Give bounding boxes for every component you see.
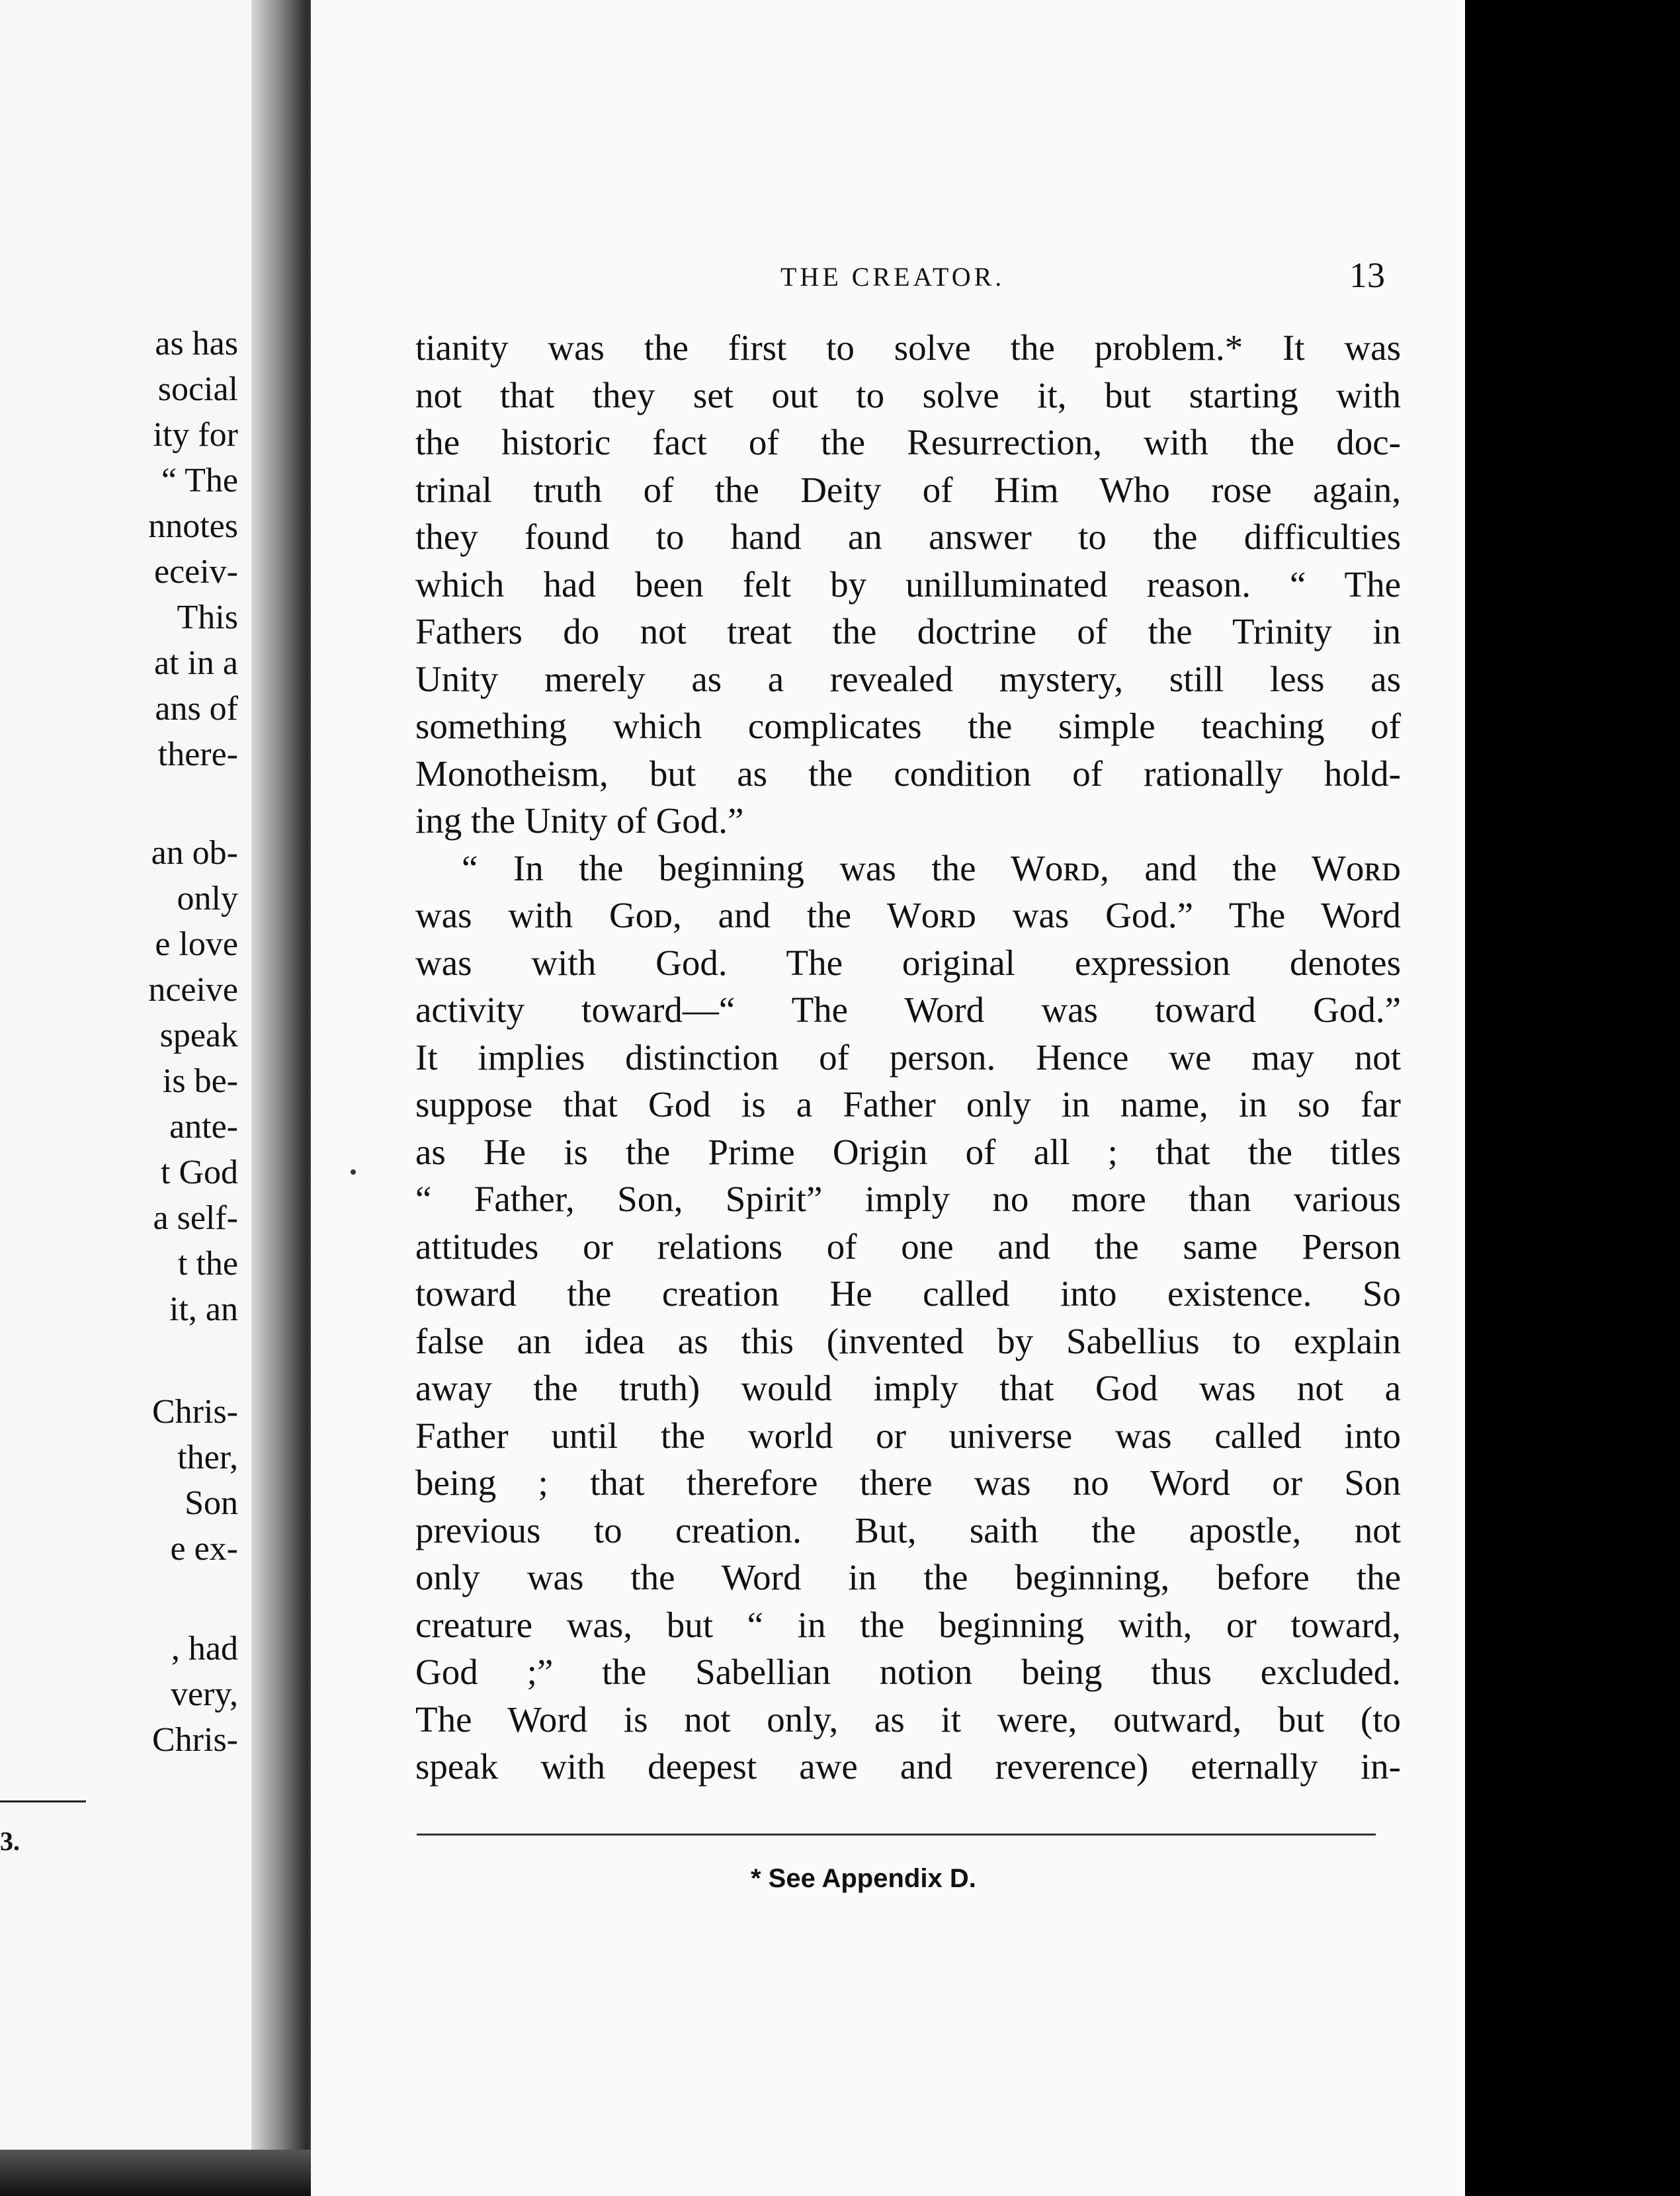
text-line: was with God. The original expression denotes [415, 942, 1401, 983]
left-page-line: Son [185, 1484, 238, 1522]
footnote-rule [417, 1834, 1376, 1836]
text-line: toward the creation He called into existence. So [415, 1273, 1401, 1314]
left-page-line: eceiv- [153, 553, 238, 591]
text-line: as He is the Prime Origin of all ; that the titles [415, 1131, 1401, 1172]
text-line: suppose that God is a Father only in name, in so far [415, 1084, 1401, 1124]
left-page-footnote: 3. [0, 1826, 20, 1856]
left-page-line: t the [178, 1245, 238, 1283]
left-page-footnote-rule [0, 1800, 86, 1802]
facing-page-fragment [0, 0, 251, 2150]
text-line: Fathers do not treat the doctrine of the Trinity in [415, 611, 1401, 652]
left-page-line: e love [155, 925, 238, 963]
left-page-line: , had [171, 1630, 238, 1668]
left-page-line: is be- [162, 1062, 238, 1100]
text-line: not that they set out to solve it, but starting with [415, 374, 1401, 415]
left-page-line: social [157, 370, 238, 408]
page-number: 13 [1349, 255, 1385, 295]
text-line: previous to creation. But, saith the apostle, not [415, 1509, 1401, 1550]
left-page-line: at in a [153, 644, 238, 682]
text-line: It implies distinction of person. Hence we may not [415, 1036, 1401, 1077]
left-page-line: “ The [161, 462, 238, 499]
text-line: Unity merely as a revealed mystery, still less as [415, 658, 1401, 699]
left-page-line: it, an [169, 1290, 238, 1328]
text-line: they found to hand an answer to the difficulties [415, 517, 1401, 557]
left-page-line: nnotes [148, 507, 238, 545]
left-page-line: Chris- [152, 1721, 238, 1759]
book-edge-shadow [0, 2150, 331, 2196]
text-line: tianity was the first to solve the problem.* It was [415, 327, 1401, 368]
text-line: God ;” the Sabellian notion being thus excluded. [415, 1652, 1401, 1692]
left-page-line: nceive [148, 971, 238, 1009]
left-page-line: as has [155, 325, 238, 362]
text-line: being ; that therefore there was no Word or Son [415, 1462, 1401, 1503]
left-page-line: ther, [177, 1439, 238, 1476]
text-line: only was the Word in the beginning, before the [415, 1557, 1401, 1597]
left-page-line: Chris- [152, 1393, 238, 1431]
left-page-line: ante- [169, 1108, 238, 1146]
text-line: ing the Unity of God.” [415, 800, 744, 841]
scan-background [1465, 0, 1680, 2196]
text-line: was with Gᴏᴅ, and the Wᴏʀᴅ was God.” The Word [415, 895, 1401, 935]
body-text [415, 324, 1401, 1791]
text-line: speak with deepest awe and reverence) eternally in- [415, 1746, 1401, 1787]
left-page-line: speak [159, 1017, 238, 1054]
print-speck [351, 1169, 356, 1175]
text-line: “ In the beginning was the Wᴏʀᴅ, and the Wᴏʀᴅ [462, 847, 1401, 888]
left-page-line: only [177, 880, 238, 917]
left-page-line: This [177, 599, 238, 636]
left-page-line: an ob- [151, 834, 238, 872]
left-page-line: t God [161, 1154, 238, 1191]
text-line: The Word is not only, as it were, outward, but (to [415, 1699, 1401, 1740]
left-page-line: e ex- [170, 1530, 238, 1568]
running-head: THE CREATOR. [780, 262, 1005, 292]
text-line: Monotheism, but as the condition of rationally hold- [415, 753, 1401, 794]
left-page-line: very, [170, 1675, 238, 1713]
text-line: activity toward—“ The Word was toward God.” [415, 990, 1401, 1030]
text-line: “ Father, Son, Spirit” imply no more than various [415, 1179, 1401, 1219]
left-page-line: there- [157, 736, 238, 773]
text-line: creature was, but “ in the beginning with, or toward, [415, 1604, 1401, 1645]
footnote: * See Appendix D. [751, 1864, 976, 1893]
text-line: the historic fact of the Resurrection, with the doc- [415, 422, 1401, 462]
left-page-line: ity for [153, 416, 238, 454]
left-page-line: a self- [153, 1199, 238, 1237]
text-line: something which complicates the simple teaching of [415, 706, 1401, 746]
text-line: which had been felt by unilluminated reason. “ The [415, 564, 1401, 605]
text-line: false an idea as this (invented by Sabellius to explain [415, 1320, 1401, 1361]
text-line: trinal truth of the Deity of Him Who rose again, [415, 469, 1401, 510]
text-line: away the truth) would imply that God was not a [415, 1368, 1401, 1408]
text-line: attitudes or relations of one and the same Person [415, 1226, 1401, 1267]
text-line: Father until the world or universe was called into [415, 1415, 1401, 1456]
left-page-line: ans of [155, 690, 238, 728]
